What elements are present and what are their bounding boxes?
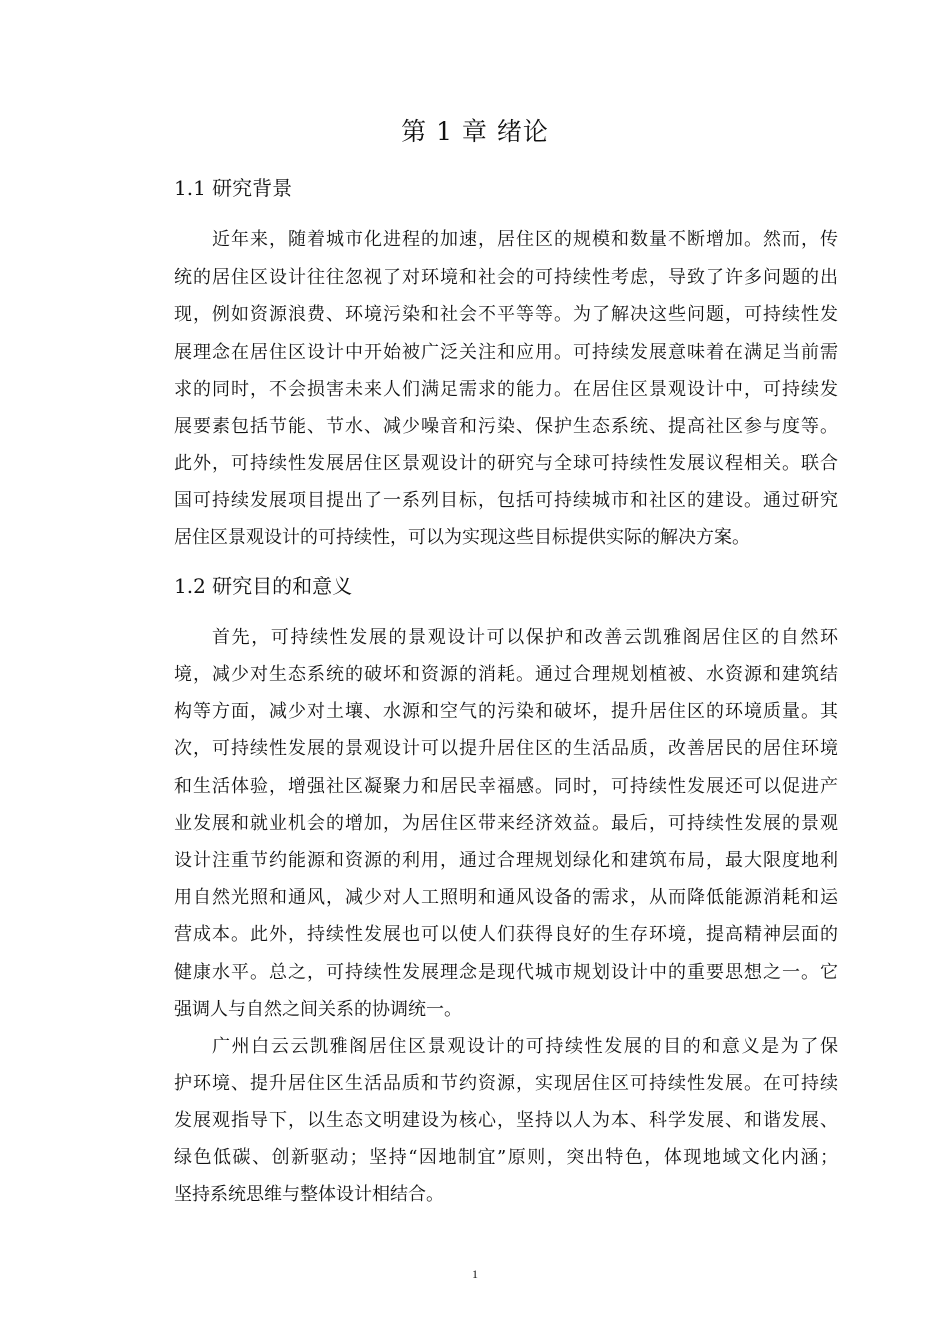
section-heading-1-2: 1.2 研究目的和意义 bbox=[174, 574, 353, 598]
text-line: 广州白云云凯雅阁居住区景观设计的可持续性发展的目的和意义是为了保 bbox=[212, 1036, 838, 1057]
text-line: 和生活体验，增强社区凝聚力和居民幸福感。同时，可持续性发展还可以促进产 bbox=[174, 776, 838, 797]
text-line: 绿色低碳、创新驱动；坚持“因地制宜”原则，突出特色，体现地域文化内涵； bbox=[174, 1147, 838, 1168]
section-heading-1-1: 1.1 研究背景 bbox=[174, 176, 293, 200]
text-line: 现，例如资源浪费、环境污染和社会不平等等。为了解决这些问题，可持续性发 bbox=[174, 304, 838, 325]
text-line: 护环境、提升居住区生活品质和节约资源，实现居住区可持续性发展。在可持续 bbox=[174, 1073, 838, 1094]
text-line: 境，减少对生态系统的破坏和资源的消耗。通过合理规划植被、水资源和建筑结 bbox=[174, 664, 838, 685]
text-line: 国可持续发展项目提出了一系列目标，包括可持续城市和社区的建设。通过研究 bbox=[174, 490, 838, 511]
text-line: 设计注重节约能源和资源的利用，通过合理规划绿化和建筑布局，最大限度地利 bbox=[174, 850, 838, 871]
text-line: 用自然光照和通风，减少对人工照明和通风设备的需求，从而降低能源消耗和运 bbox=[174, 887, 838, 908]
text-line: 健康水平。总之，可持续性发展理念是现代城市规划设计中的重要思想之一。它 bbox=[174, 962, 838, 983]
text-line: 居住区景观设计的可持续性，可以为实现这些目标提供实际的解决方案。 bbox=[174, 527, 750, 548]
text-line: 构等方面，减少对土壤、水源和空气的污染和破坏，提升居住区的环境质量。其 bbox=[174, 701, 838, 722]
text-line: 求的同时，不会损害未来人们满足需求的能力。在居住区景观设计中，可持续发 bbox=[174, 379, 838, 400]
text-line: 展要素包括节能、节水、减少噪音和污染、保护生态系统、提高社区参与度等。 bbox=[174, 416, 838, 437]
text-line: 坚持系统思维与整体设计相结合。 bbox=[174, 1184, 444, 1205]
text-line: 展理念在居住区设计中开始被广泛关注和应用。可持续发展意味着在满足当前需 bbox=[174, 342, 838, 363]
text-line: 次，可持续性发展的景观设计可以提升居住区的生活品质，改善居民的居住环境 bbox=[174, 738, 838, 759]
text-line: 首先，可持续性发展的景观设计可以保护和改善云凯雅阁居住区的自然环 bbox=[212, 627, 838, 648]
text-line: 业发展和就业机会的增加，为居住区带来经济效益。最后，可持续性发展的景观 bbox=[174, 813, 838, 834]
chapter-title: 第 1 章 绪论 bbox=[401, 117, 549, 146]
text-line: 近年来，随着城市化进程的加速，居住区的规模和数量不断增加。然而，传 bbox=[212, 229, 838, 250]
text-line: 营成本。此外，持续性发展也可以使人们获得良好的生存环境，提高精神层面的 bbox=[174, 924, 838, 945]
page-number: 1 bbox=[472, 1267, 478, 1281]
text-line: 发展观指导下，以生态文明建设为核心，坚持以人为本、科学发展、和谐发展、 bbox=[174, 1110, 838, 1131]
text-line: 强调人与自然之间关系的协调统一。 bbox=[174, 999, 462, 1020]
text-line: 此外，可持续性发展居住区景观设计的研究与全球可持续性发展议程相关。联合 bbox=[174, 453, 838, 474]
text-line: 统的居住区设计往往忽视了对环境和社会的可持续性考虑，导致了许多问题的出 bbox=[174, 267, 838, 288]
